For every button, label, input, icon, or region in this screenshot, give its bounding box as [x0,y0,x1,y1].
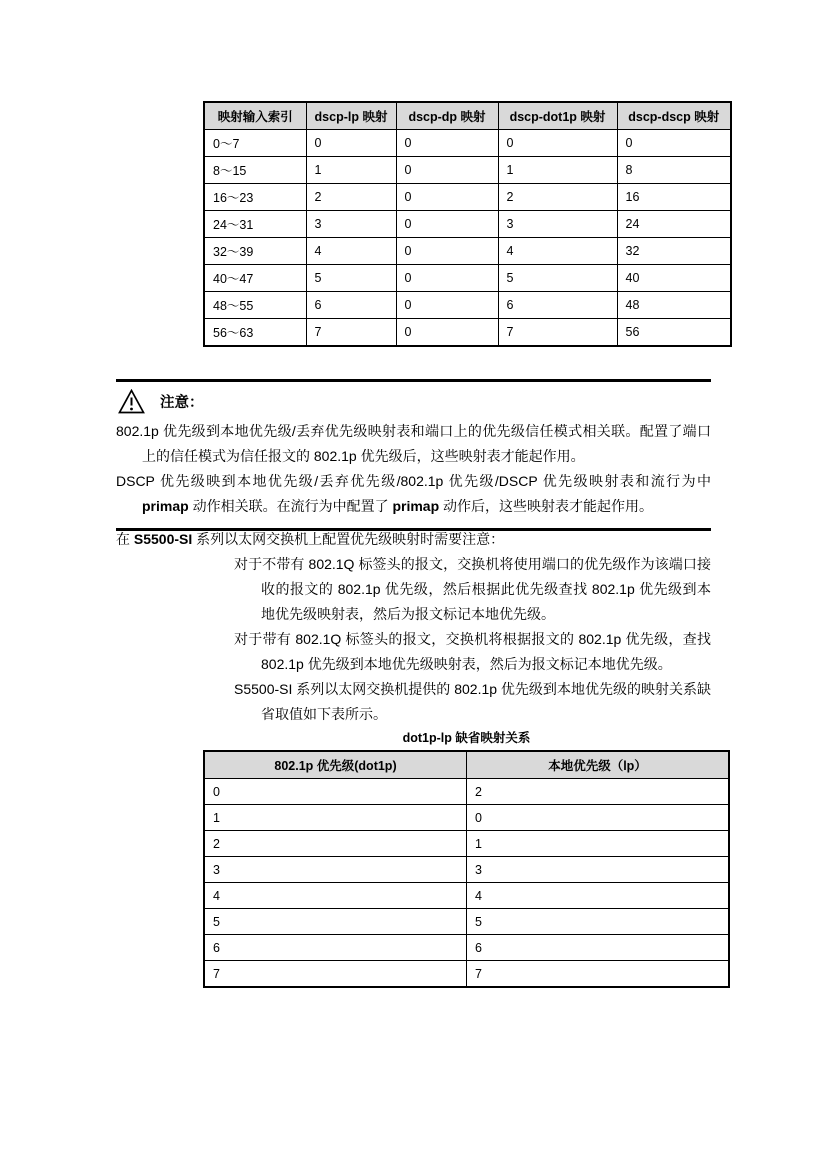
table-cell: 7 [467,961,730,988]
dot1p-lp-table [203,750,730,988]
table-cell: 3 [306,211,396,238]
note-label: 注意： [160,395,204,411]
table-cell: 56 [617,319,731,347]
column-header: dscp-dot1p 映射 [498,102,617,130]
table-cell: 0～7 [204,130,306,157]
note-paragraph-1 [116,419,711,469]
table-cell: 0 [498,130,617,157]
column-header: 802.1p 优先级(dot1p) [204,751,467,779]
table-cell: 0 [306,130,396,157]
column-header: dscp-dscp 映射 [617,102,731,130]
body-text [116,527,712,727]
table-row [204,130,731,157]
table-cell: 0 [204,779,467,805]
table-row [204,184,731,211]
table-cell: 0 [617,130,731,157]
table-cell: 5 [306,265,396,292]
table-cell: 32 [617,238,731,265]
table-cell: 1 [498,157,617,184]
intro-paragraph [116,527,712,552]
table-cell: 1 [204,805,467,831]
table-cell: 5 [204,909,467,935]
note-paragraph-2-keyword1: primap [142,498,189,514]
table-row [204,292,731,319]
dot1p-lp-table-container [203,750,730,988]
table-cell: 0 [396,265,498,292]
table-cell: 48～55 [204,292,306,319]
table-cell: 4 [204,883,467,909]
column-header: 本地优先级（lp） [467,751,730,779]
table-cell: 5 [498,265,617,292]
table-cell: 2 [204,831,467,857]
table-row [204,857,729,883]
table-cell: 0 [396,292,498,319]
table-row [204,831,729,857]
table-row [204,779,729,805]
table-cell: 2 [498,184,617,211]
dscp-mapping-table [203,101,732,347]
dot1p-lp-table-header-row [204,751,729,779]
table-cell: 8～15 [204,157,306,184]
intro-seg2: 系列以太网交换机上配置优先级映射时需要注意： [192,531,505,547]
table-cell: 1 [306,157,396,184]
table-cell: 40～47 [204,265,306,292]
bullet-paragraph-3: S5500-SI 系列以太网交换机提供的 802.1p 优先级到本地优先级的映射关系缺省取值如下表所示。 [234,681,711,722]
table-cell: 2 [467,779,730,805]
dscp-mapping-table-header-row [204,102,731,130]
table-cell: 6 [467,935,730,961]
bullet-paragraph-2: 对于带有 802.1Q 标签头的报文，交换机将根据报文的 802.1p 优先级，查找 802.1p 优先级到本地优先级映射表，然后为报文标记本地优先级。 [234,631,711,672]
column-header: dscp-dp 映射 [396,102,498,130]
table-cell: 8 [617,157,731,184]
table-cell: 0 [396,184,498,211]
table-cell: 0 [396,238,498,265]
table-cell: 5 [467,909,730,935]
table-cell: 3 [467,857,730,883]
table-row [204,211,731,238]
table-row [204,319,731,347]
table-cell: 3 [498,211,617,238]
table-cell: 0 [396,130,498,157]
table-row [204,238,731,265]
note-paragraph-2 [116,469,711,519]
table-cell: 24 [617,211,731,238]
intro-product-name: S5500-SI [133,531,193,547]
note-paragraph-2-seg1: DSCP 优先级映到本地优先级/丢弃优先级/802.1p 优先级/DSCP 优先级映射表和流行为中 [116,473,711,489]
table-cell: 6 [306,292,396,319]
table-cell: 3 [204,857,467,883]
table-cell: 7 [498,319,617,347]
table-cell: 4 [498,238,617,265]
note-header [118,389,711,414]
table-cell: 0 [396,319,498,347]
dscp-mapping-table-container [203,101,730,347]
note-paragraph-2-seg3: 动作后，这些映射表才能起作用。 [439,498,654,514]
table-cell: 7 [204,961,467,988]
table-cell: 16～23 [204,184,306,211]
table-row [204,909,729,935]
column-header: dscp-lp 映射 [306,102,396,130]
table-cell: 56～63 [204,319,306,347]
intro-seg1: 在 [116,531,134,547]
note-paragraph-2-keyword2: primap [392,498,440,514]
table-cell: 0 [467,805,730,831]
table-row [204,935,729,961]
table-cell: 4 [306,238,396,265]
dot1p-lp-table-body [204,779,729,988]
table-cell: 4 [467,883,730,909]
bullet-paragraph-1: 对于不带有 802.1Q 标签头的报文，交换机将使用端口的优先级作为该端口接收的报文的 802.1p 优先级，然后根据此优先级查找 802.1p 优先级到本地优先级映射表，然后为报文标记本地优先级。 [234,556,711,622]
table-cell: 7 [306,319,396,347]
table-row [204,883,729,909]
warning-triangle-icon [118,389,145,414]
table-cell: 40 [617,265,731,292]
table-cell: 0 [396,211,498,238]
table-cell: 48 [617,292,731,319]
table-cell: 2 [306,184,396,211]
note-box [116,379,711,531]
table-cell: 0 [396,157,498,184]
dscp-mapping-table-body [204,130,731,347]
table-cell: 16 [617,184,731,211]
note-paragraph-2-seg2: 动作相关联。在流行为中配置了 [188,498,393,514]
table-row [204,805,729,831]
table-cell: 6 [498,292,617,319]
table-cell: 32～39 [204,238,306,265]
note-paragraph-1-text: 802.1p 优先级到本地优先级/丢弃优先级映射表和端口上的优先级信任模式相关联。配置了端口上的信任模式为信任报文的 802.1p 优先级后，这些映射表才能起作用。 [116,423,711,464]
column-header: 映射输入索引 [204,102,306,130]
table-cell: 24～31 [204,211,306,238]
table-row [204,961,729,988]
table-row [204,157,731,184]
table-cell: 1 [467,831,730,857]
table-cell: 6 [204,935,467,961]
dot1p-lp-table-caption: dot1p-lp 缺省映射关系 [402,731,531,745]
table-row [204,265,731,292]
